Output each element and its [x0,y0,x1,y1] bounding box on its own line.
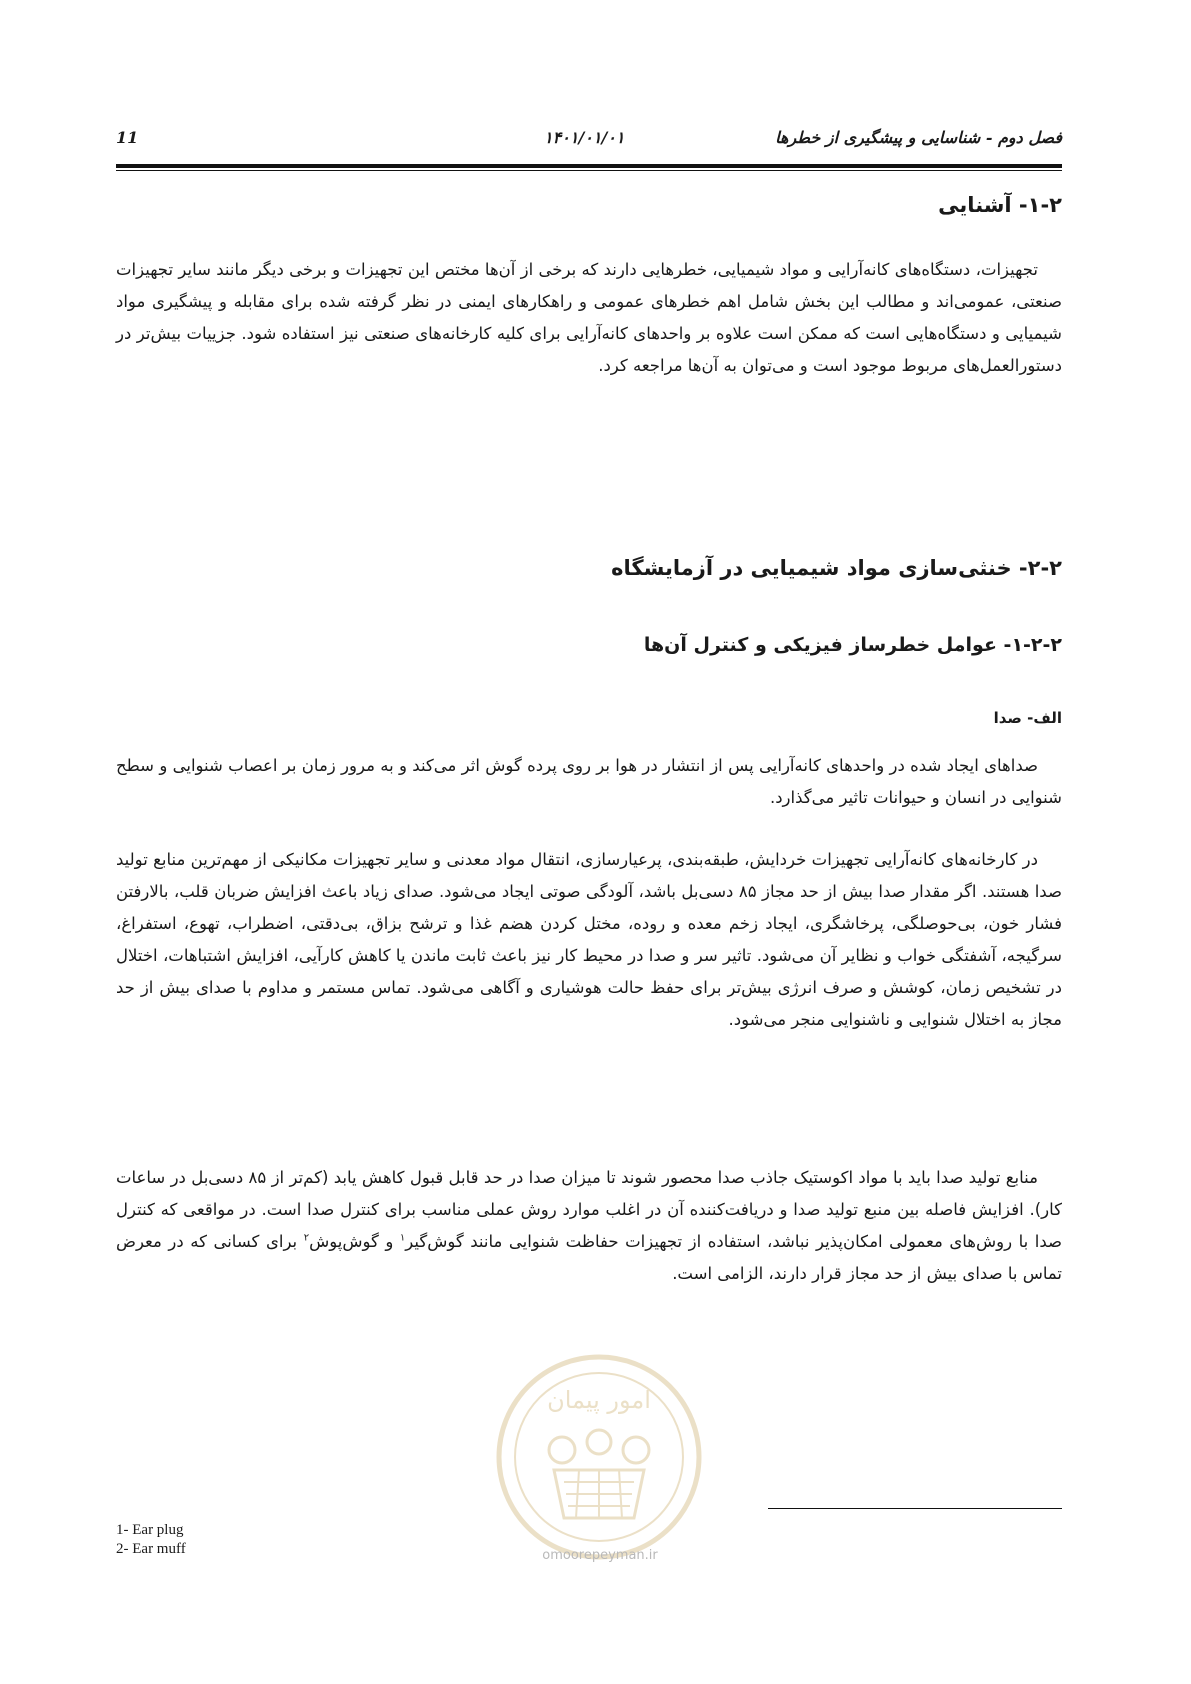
paragraph-intro: تجهیزات، دستگاه‌های کانه‌آرایی و مواد شیمیایی، خطرهایی دارند که برخی از آن‌ها مختص این تجهیزات و برخی دیگر مانند سایر تجهیزات صنعتی، عمومی‌اند و مطالب این بخش شامل اهم خطرهای عمومی و راهکارهای ایمنی در نظر گرفته شده برای مقابله و پیشگیری مواد شیمیایی و دستگاه‌هایی است که ممکن است علاوه بر واحدهای کانه‌آرایی برای کلیه کارخانه‌های صنعتی نیز استفاده شود. جزییات بیش‌تر در دستورالعمل‌های مربوط موجود است و می‌توان به آن‌ها مراجعه کرد. [116,260,1062,375]
footnote-2: 2- Ear muff [116,1541,186,1557]
subsection-heading-physical-hazards: ۱-۲-۲- عوامل خطرساز فیزیکی و کنترل آن‌ها [643,634,1062,656]
page-number: 11 [116,128,139,147]
paragraph-noise-control-part2: و گوش‌پوش [309,1232,400,1251]
section-heading-intro: ۱-۲- آشنایی [938,193,1062,217]
footnote-separator [768,1508,1062,1509]
header-rule-thick [116,164,1062,168]
watermark-logo-icon [484,1342,714,1572]
page-header [116,128,1062,154]
watermark-logo-text: امور پیمان [547,1386,651,1414]
chapter-title: فصل دوم - شناسایی و پیشگیری از خطرها [775,128,1062,147]
footnotes [116,1521,186,1559]
footnote-1: 1- Ear plug [116,1522,184,1538]
paragraph-noise-effects: صداهای ایجاد شده در واحدهای کانه‌آرایی پس از انتشار در هوا بر روی پرده گوش اثر می‌کند و به مرور زمان بر اعصاب شنوایی و سطح شنوایی در انسان و حیوانات تاثیر می‌گذارد. [116,756,1062,807]
subsection-heading-noise: الف- صدا [993,709,1062,727]
header-rule-thin [116,170,1062,171]
paragraph-noise-control-part3: برای کسانی که در معرض تماس با صدای بیش از حد مجاز قرار دارند، الزامی است. [116,1232,1062,1283]
paragraph-noise-control [116,1162,1062,1290]
paragraph-noise-sources: در کارخانه‌های کانه‌آرایی تجهیزات خردایش، طبقه‌بندی، پرعیارسازی، انتقال مواد معدنی و سایر تجهیزات مکانیکی از مهم‌ترین منابع تولید صدا هستند. اگر مقدار صدا بیش از حد مجاز ۸۵ دسی‌بل باشد، آلودگی صوتی ایجاد می‌شود. صدای زیاد باعث افزایش ضربان قلب، بالارفتن فشار خون، بی‌حوصلگی، پرخاشگری، ایجاد زخم معده و روده، مختل کردن هضم غذا و ترشح بزاق، بی‌دقتی، اضطراب، تهوع، استفراغ، سرگیجه، آشفتگی خواب و نظایر آن می‌شود. تاثیر سر و صدا در محیط کار نیز باعث ثابت ماندن یا کاهش کارآیی، افزایش اشتباهات، اختلال در تشخیص زمان، کوشش و صرف انرژی بیش‌تر برای حفظ حالت هوشیاری و آگاهی می‌شود. تماس مستمر و مداوم با صدای بیش از حد مجاز به اختلال شنوایی و ناشنوایی منجر می‌شود. [116,850,1062,1029]
header-date: ۱۴۰۱/۰۱/۰۱ [544,128,625,147]
watermark-site: omoorepeyman.ir [542,1548,658,1563]
paragraph-noise-control-part1: منابع تولید صدا باید با مواد اکوستیک جاذب صدا محصور شوند تا میزان صدا در حد قابل قبول کاهش یابد (کم‌تر از ۸۵ دسی‌بل در ساعات کار). افزایش فاصله بین منبع تولید صدا و دریافت‌کننده آن در اغلب موارد روش عملی مناسب برای کنترل صدا است. در مواقعی که کنترل صدا با روش‌های معمولی امکان‌پذیر نباشد، استفاده از تجهیزات حفاظت شنوایی مانند گوش‌گیر [116,1168,1062,1251]
footnote-ref-2[interactable]: ۲ [303,1232,310,1244]
footnote-ref-1[interactable]: ۱ [399,1232,406,1244]
section-heading-neutralization: ۲-۲- خنثی‌سازی مواد شیمیایی در آزمایشگاه [611,556,1062,580]
